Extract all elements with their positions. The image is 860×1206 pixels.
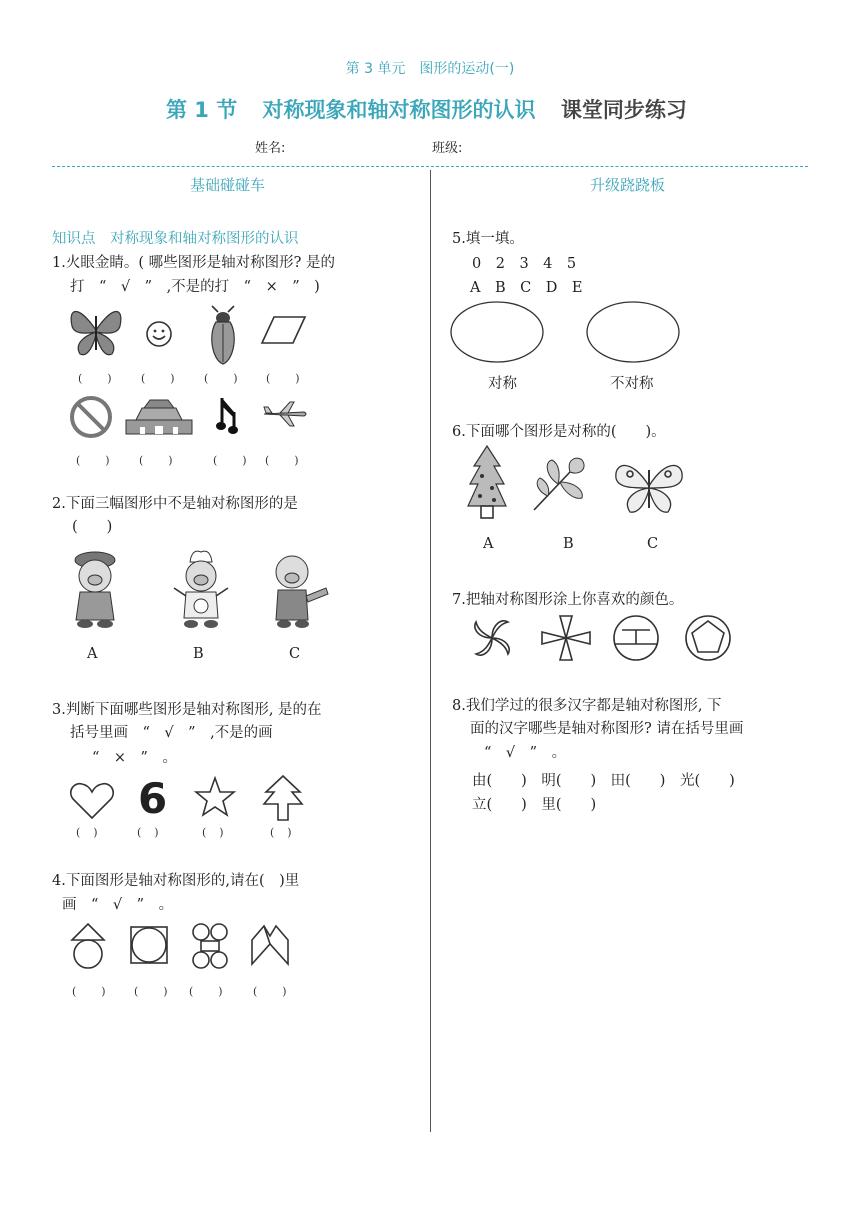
q3-text-line3: “ × ” 。 bbox=[92, 750, 177, 766]
q5-letters: A B C D E bbox=[470, 280, 583, 296]
q1-answer-5[interactable]: ( ) bbox=[76, 454, 111, 467]
q4-answer-4[interactable]: ( ) bbox=[253, 985, 288, 998]
q1-answer-1[interactable]: ( ) bbox=[78, 372, 113, 385]
christmas-tree-icon bbox=[466, 444, 508, 522]
q5-text: 5.填一填。 bbox=[452, 231, 524, 247]
q4-answer-1[interactable]: ( ) bbox=[72, 985, 107, 998]
q8-text-line1: 8.我们学过的很多汉字都是轴对称图形, 下 bbox=[452, 698, 722, 714]
q2-option-a: A bbox=[87, 646, 98, 662]
q6-option-b: B bbox=[563, 536, 574, 552]
class-label: 班级: bbox=[432, 141, 463, 156]
pentagon-in-circle-icon[interactable] bbox=[684, 614, 732, 662]
q1-answer-2[interactable]: ( ) bbox=[141, 372, 176, 385]
q7-text: 7.把轴对称图形涂上你喜欢的颜色。 bbox=[452, 592, 684, 608]
folded-shape-icon bbox=[250, 922, 292, 966]
airplane-icon bbox=[262, 400, 308, 428]
q6-option-c: C bbox=[647, 536, 659, 552]
q1-text-line2: 打 “ √ ” ,不是的打 “ × ” ) bbox=[70, 279, 320, 295]
smiley-face-icon bbox=[146, 321, 172, 347]
star-icon bbox=[194, 776, 236, 818]
q4-text-line1: 4.下面图形是轴对称图形的,请在( )里 bbox=[52, 873, 300, 889]
pig-chef-icon bbox=[172, 548, 230, 630]
page-title: 对称现象和轴对称图形的认识 bbox=[262, 98, 536, 122]
q3-text-line1: 3.判断下面哪些图形是轴对称图形, 是的在 bbox=[52, 702, 322, 718]
symmetric-set-ellipse[interactable] bbox=[450, 300, 546, 364]
leaf-branch-icon bbox=[530, 454, 590, 514]
cicada-icon bbox=[206, 304, 240, 366]
q6-option-a: A bbox=[483, 536, 494, 552]
left-column-title: 基础碰碰车 bbox=[190, 176, 266, 194]
knowledge-point: 知识点 对称现象和轴对称图形的认识 bbox=[52, 231, 299, 247]
q2-answer[interactable]: ( ) bbox=[72, 519, 113, 535]
q5-digits: 0 2 3 4 5 bbox=[472, 256, 577, 272]
q2-option-b: B bbox=[193, 646, 204, 662]
heart-icon bbox=[70, 782, 114, 820]
q1-answer-4[interactable]: ( ) bbox=[266, 372, 301, 385]
pinwheel-icon[interactable] bbox=[468, 614, 516, 662]
q1-answer-6[interactable]: ( ) bbox=[139, 454, 174, 467]
pig-suit-icon bbox=[268, 548, 332, 630]
tree-icon bbox=[262, 774, 304, 822]
digit-six: 6 bbox=[138, 774, 168, 823]
q2-option-c: C bbox=[289, 646, 301, 662]
q6-text: 6.下面哪个图形是对称的( )。 bbox=[452, 424, 666, 440]
name-label: 姓名: bbox=[255, 141, 286, 156]
column-divider bbox=[430, 170, 431, 1132]
unit-title: 第 3 单元 图形的运动(一) bbox=[345, 61, 515, 77]
q1-answer-7[interactable]: ( ) bbox=[213, 454, 248, 467]
q1-answer-3[interactable]: ( ) bbox=[204, 372, 239, 385]
q5-symmetric-label: 对称 bbox=[488, 376, 517, 392]
tiananmen-icon bbox=[122, 396, 196, 434]
q4-text-line2: 画 “ √ ” 。 bbox=[62, 897, 174, 913]
butterfly-outline-icon bbox=[612, 458, 686, 516]
q3-answer-3[interactable]: ( ) bbox=[202, 826, 225, 839]
q2-text-line1: 2.下面三幅图形中不是轴对称图形的是 bbox=[52, 496, 298, 512]
q3-answer-1[interactable]: ( ) bbox=[76, 826, 99, 839]
section-number: 第 1 节 bbox=[166, 98, 238, 122]
q8-text-line2: 面的汉字哪些是轴对称图形? 请在括号里画 bbox=[470, 721, 744, 737]
q4-answer-2[interactable]: ( ) bbox=[134, 985, 169, 998]
q8-characters-row1[interactable]: 由( ) 明( ) 田( ) 光( ) bbox=[472, 773, 735, 789]
q4-answer-3[interactable]: ( ) bbox=[189, 985, 224, 998]
circle-with-lines-icon[interactable] bbox=[612, 614, 660, 662]
no-entry-sign-icon bbox=[70, 396, 112, 438]
q1-text-line1: 1.火眼金睛。( 哪些图形是轴对称图形? 是的 bbox=[52, 255, 335, 271]
q3-text-line2: 括号里画 “ √ ” ,不是的画 bbox=[70, 725, 273, 741]
butterfly-icon bbox=[68, 304, 124, 356]
section-heading bbox=[166, 94, 687, 124]
page-subtitle: 课堂同步练习 bbox=[560, 98, 687, 122]
pig-policeman-icon bbox=[68, 548, 122, 630]
q1-answer-8[interactable]: ( ) bbox=[265, 454, 300, 467]
four-circles-icon bbox=[190, 922, 230, 972]
q3-answer-2[interactable]: ( ) bbox=[137, 826, 160, 839]
q5-nonsymmetric-label: 不对称 bbox=[610, 376, 654, 392]
nonsymmetric-set-ellipse[interactable] bbox=[586, 300, 682, 364]
parallelogram-icon bbox=[262, 316, 306, 344]
q3-answer-4[interactable]: ( ) bbox=[270, 826, 293, 839]
q8-characters-row2[interactable]: 立( ) 里( ) bbox=[472, 797, 597, 813]
right-column-title: 升级跷跷板 bbox=[590, 176, 666, 194]
cross-fan-icon[interactable] bbox=[540, 614, 592, 664]
triangle-over-circle-icon bbox=[70, 922, 106, 970]
music-note-icon bbox=[216, 396, 242, 436]
header-divider bbox=[52, 166, 808, 167]
circle-in-square-icon bbox=[130, 926, 170, 966]
q8-text-line3: “ √ ” 。 bbox=[484, 745, 567, 761]
